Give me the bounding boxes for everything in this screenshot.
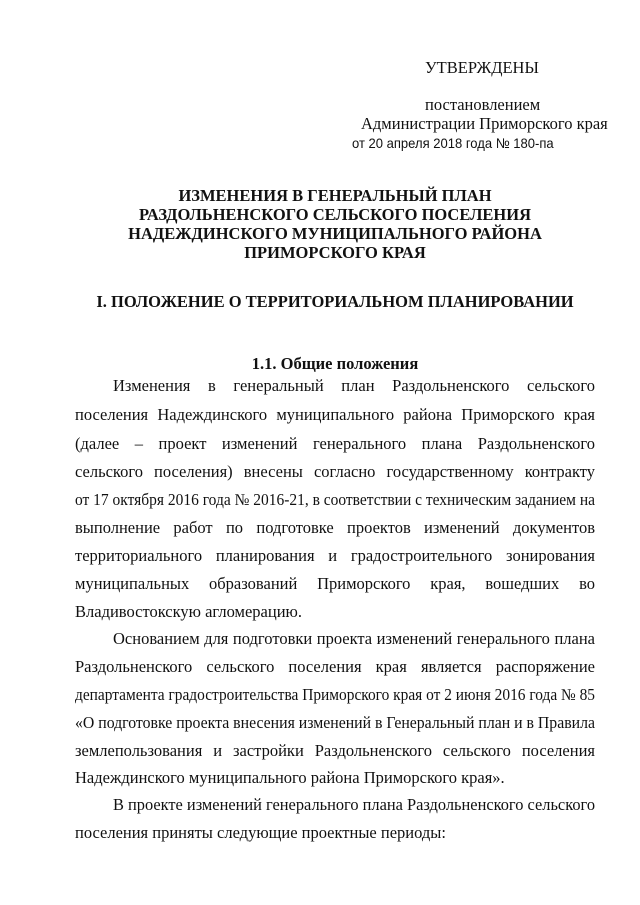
title-line: ИЗМЕНЕНИЯ В ГЕНЕРАЛЬНЫЙ ПЛАН: [178, 186, 492, 205]
paragraph-line: от 17 октября 2016 года № 2016-21, в соответствии с техническим заданием на: [75, 490, 595, 509]
paragraph-line: «О подготовке проекта внесения изменений в Генеральный план и в Правила: [75, 713, 596, 732]
approval-line-2: Администрации Приморского края: [361, 114, 608, 133]
document-title: [75, 186, 595, 262]
paragraph-line: территориального планирования и градостроительного зонирования: [75, 546, 595, 565]
approval-line-1: постановлением: [425, 95, 541, 114]
paragraph-line: департамента градостроительства Приморского края от 2 июня 2016 года № 85: [75, 685, 596, 704]
paragraph-line: Изменения в генеральный план Раздольненского сельского: [113, 376, 595, 395]
paragraph-line: поселения Надеждинского муниципального района Приморского края: [75, 405, 595, 424]
paragraph-line: (далее – проект изменений генерального плана Раздольненского: [75, 434, 595, 453]
paragraph-line: Надеждинского муниципального района Приморского края».: [75, 768, 505, 787]
paragraph-line: муниципальных образований Приморского края, вошедших во: [75, 574, 595, 593]
section-title: I. ПОЛОЖЕНИЕ О ТЕРРИТОРИАЛЬНОМ ПЛАНИРОВАНИИ: [96, 292, 574, 311]
paragraph-line: Основанием для подготовки проекта изменений генерального плана: [113, 629, 595, 648]
paragraph-line: землепользования и застройки Раздольненского сельского поселения: [75, 741, 595, 760]
paragraph-line: Владивостокскую агломерацию.: [75, 602, 302, 621]
paragraph-line: В проекте изменений генерального плана Раздольненского сельского: [113, 795, 596, 814]
subsection-title: 1.1. Общие положения: [251, 354, 419, 373]
approval-date: от 20 апреля 2018 года № 180-па: [352, 135, 554, 151]
title-line: НАДЕЖДИНСКОГО МУНИЦИПАЛЬНОГО РАЙОНА: [128, 224, 542, 243]
title-line: РАЗДОЛЬНЕНСКОГО СЕЛЬСКОГО ПОСЕЛЕНИЯ: [138, 205, 532, 224]
paragraph-line: сельского поселения) внесены согласно государственному контракту: [75, 462, 595, 481]
approval-title: УТВЕРЖДЕНЫ: [425, 58, 539, 77]
paragraph-line: Раздольненского сельского поселения края является распоряжение: [75, 657, 595, 676]
paragraph-line: выполнение работ по подготовке проектов изменений документов: [75, 518, 595, 537]
title-line: ПРИМОРСКОГО КРАЯ: [244, 243, 426, 262]
paragraph-line: поселения приняты следующие проектные периоды:: [75, 823, 446, 842]
